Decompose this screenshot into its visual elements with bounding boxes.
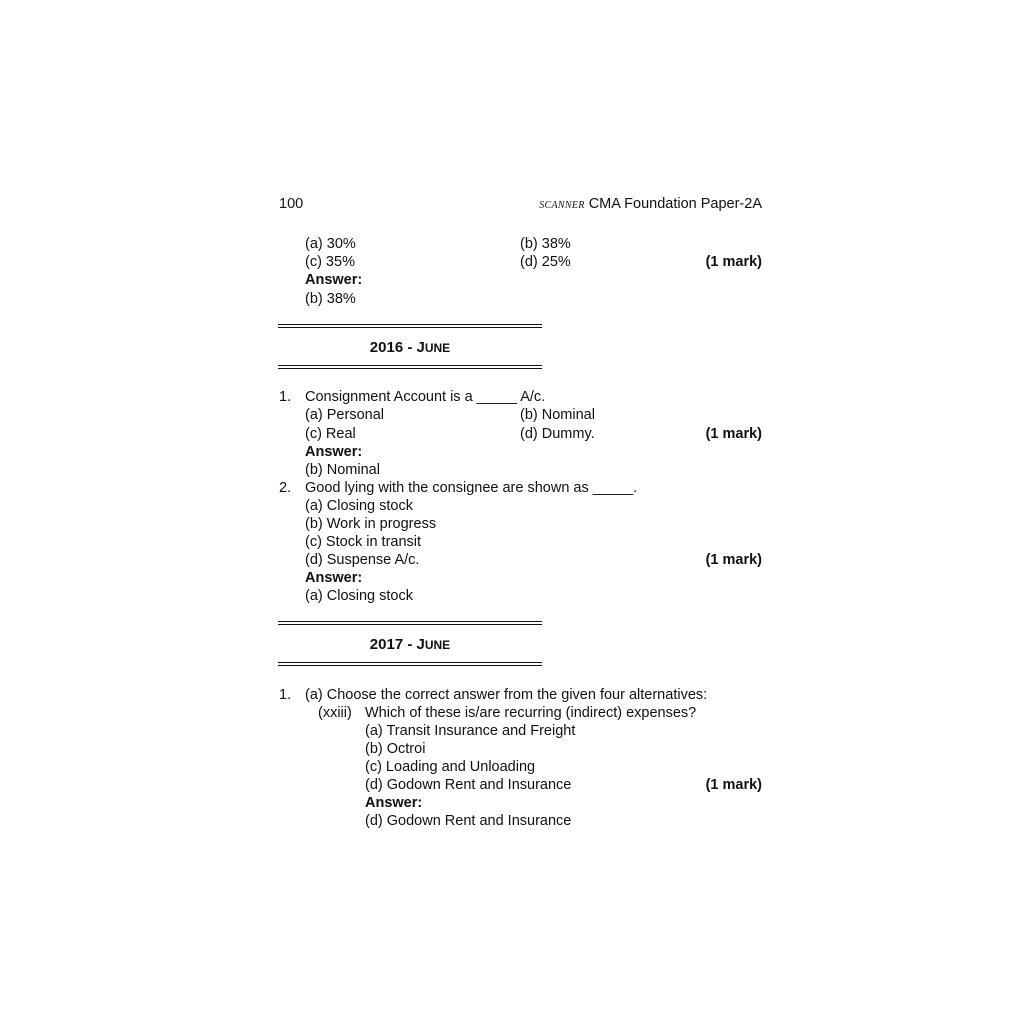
question-number: 1. [279, 687, 292, 703]
option-c: (c) Loading and Unloading [365, 759, 536, 775]
section-rule-top [278, 324, 542, 328]
answer-text: (a) Closing stock [305, 588, 413, 604]
answer-label: Answer: [305, 570, 363, 586]
option-b: (b) Nominal [520, 407, 595, 423]
section-rule-bottom [278, 365, 542, 369]
option-a: (a) Transit Insurance and Freight [365, 723, 576, 739]
running-header [539, 195, 762, 215]
answer-label: Answer: [365, 795, 423, 811]
option-c: (c) 35% [305, 254, 355, 270]
option-b: (b) Work in progress [305, 516, 437, 532]
option-a: (a) 30% [305, 236, 356, 252]
question-number: 1. [279, 389, 292, 405]
marks-label: (1 mark) [705, 552, 762, 568]
question-number: 2. [279, 480, 292, 496]
marks-label: (1 mark) [705, 254, 762, 270]
section-title-2017: 2017 - JUNE [369, 636, 451, 653]
option-d: (d) Godown Rent and Insurance [365, 777, 572, 793]
scanner-logo: SCANNER [539, 200, 585, 211]
section-rule-bottom [278, 662, 542, 666]
option-c: (c) Real [305, 426, 356, 442]
option-d: (d) 25% [520, 254, 571, 270]
option-b: (b) Octroi [365, 741, 426, 757]
answer-text: (b) Nominal [305, 462, 380, 478]
option-c: (c) Stock in transit [305, 534, 422, 550]
option-a: (a) Closing stock [305, 498, 413, 514]
question-part: (a) Choose the correct answer from the given four alternatives: [305, 687, 708, 703]
marks-label: (1 mark) [705, 777, 762, 793]
sub-question-text: Which of these is/are recurring (indirect) expenses? [365, 705, 697, 721]
option-a: (a) Personal [305, 407, 384, 423]
question-text: Good lying with the consignee are shown as _____. [305, 480, 638, 496]
answer-label: Answer: [305, 272, 363, 288]
marks-label: (1 mark) [705, 426, 762, 442]
answer-text: (d) Godown Rent and Insurance [365, 813, 572, 829]
question-text: Consignment Account is a _____ A/c. [305, 389, 546, 405]
sub-question-number: (xxiii) [318, 705, 352, 721]
book-title: CMA Foundation Paper-2A [588, 196, 762, 212]
option-d: (d) Suspense A/c. [305, 552, 420, 568]
section-rule-top [278, 621, 542, 625]
option-d: (d) Dummy. [520, 426, 595, 442]
section-title-2016: 2016 - JUNE [369, 339, 451, 356]
answer-text: (b) 38% [305, 291, 356, 307]
option-b: (b) 38% [520, 236, 571, 252]
page-number: 100 [279, 196, 304, 212]
answer-label: Answer: [305, 444, 363, 460]
